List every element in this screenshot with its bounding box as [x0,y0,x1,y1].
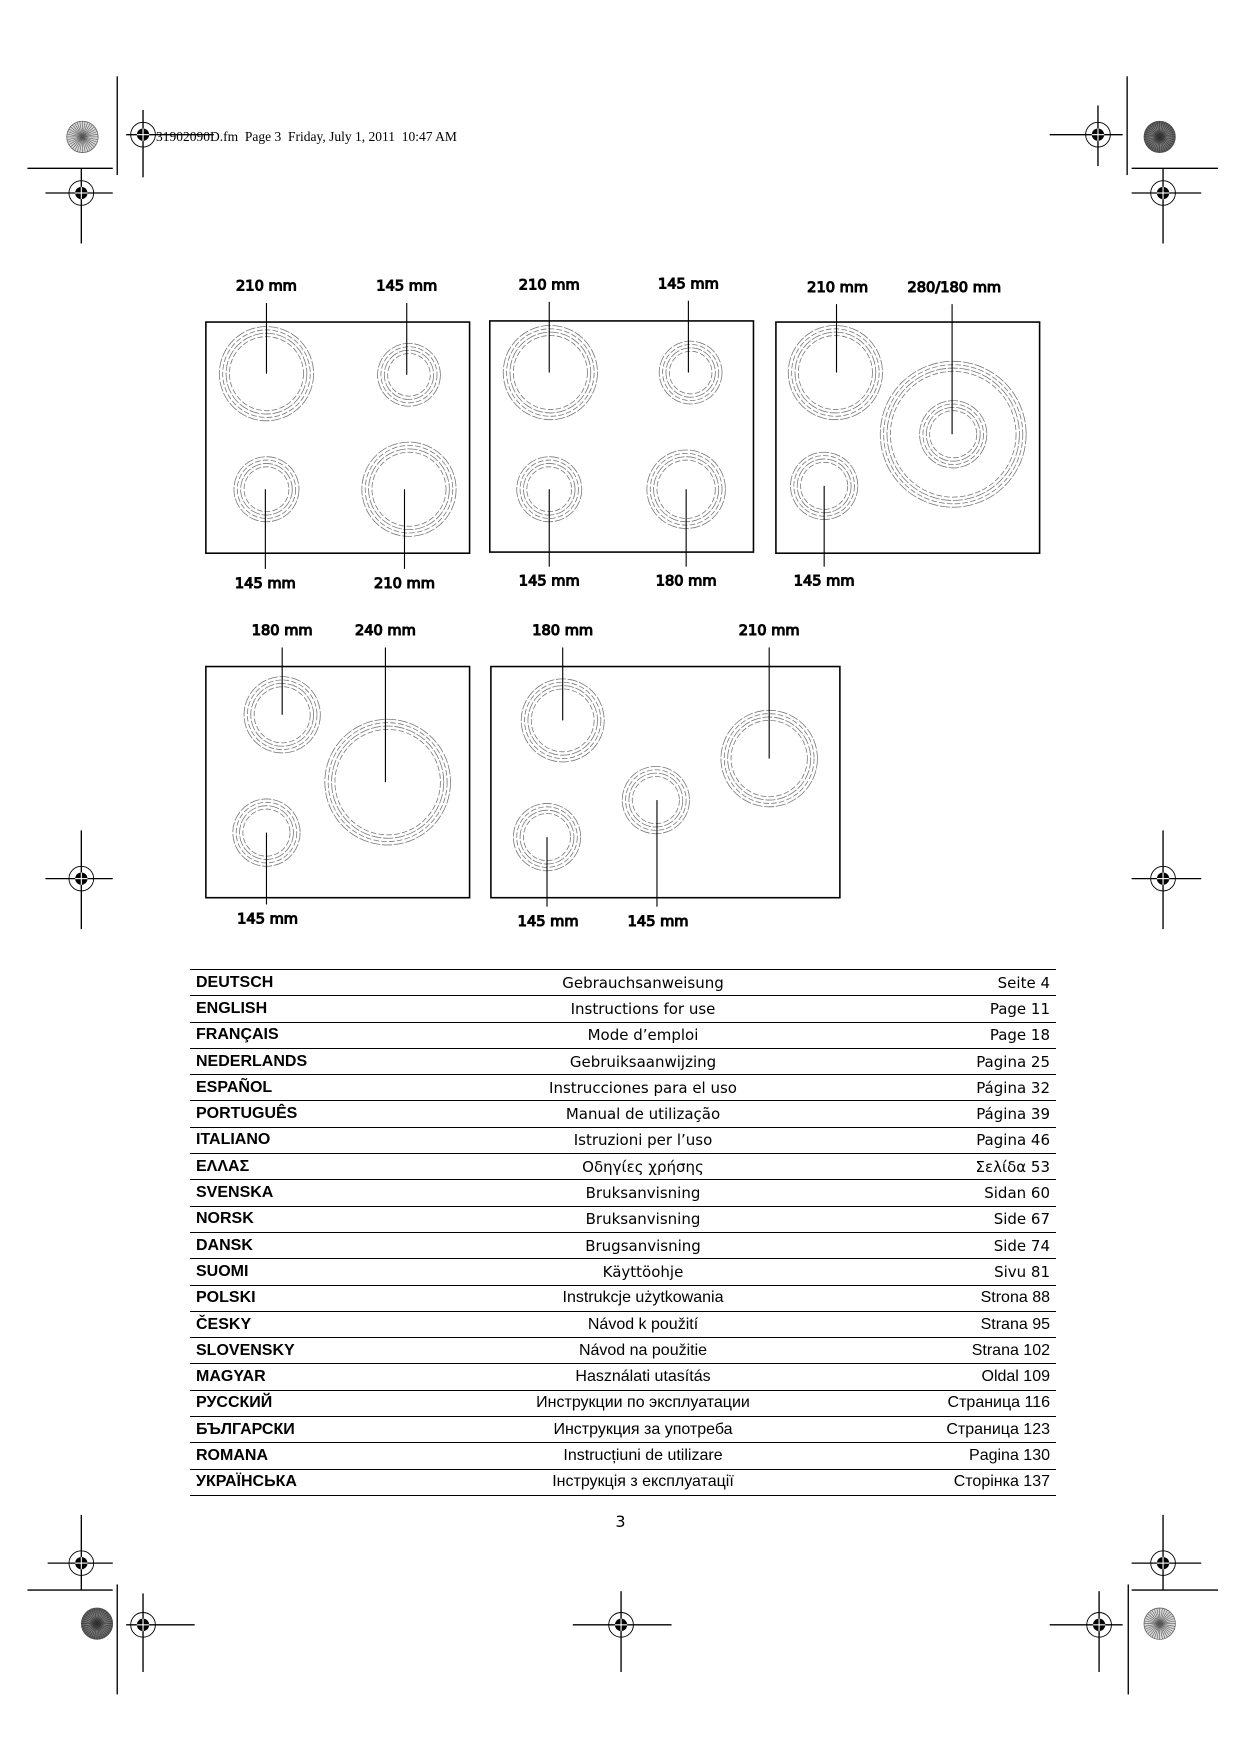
toc-row [190,1101,1056,1127]
hob-outline [491,667,840,898]
toc-row [190,1417,1056,1443]
toc-row [190,1364,1056,1390]
toc-title: Gebruiksaanwijzing [442,1048,844,1074]
toc-row [190,1127,1056,1153]
burner-size-label: 145 mm [793,572,855,590]
toc-row [190,1206,1056,1232]
burner-size-label: 145 mm [376,277,438,295]
burner-zone [647,450,726,590]
toc-row [190,996,1056,1022]
burner-zone [517,457,582,590]
burner-size-label: 180 mm [532,622,594,640]
toc-page-ref: Sivu 81 [844,1259,1056,1285]
toc-row [190,1259,1056,1285]
burner-size-label: 280/180 mm [907,278,1002,296]
toc-language: FRANÇAIS [190,1022,442,1048]
toc-title: Bruksanvisning [442,1180,844,1206]
toc-title: Návod k použití [442,1311,844,1337]
registration-starburst-icon [81,1608,112,1639]
toc-title: Οδηγίες χρήσης [442,1154,844,1180]
toc-language: SLOVENSKY [190,1338,442,1364]
burner-size-label: 145 mm [234,574,296,592]
burner-zone [622,766,689,929]
burner-zone [362,442,456,592]
burner-zone [234,457,299,592]
toc-page-ref: Side 74 [844,1232,1056,1258]
burner-zone [880,279,1026,507]
burner-size-label: 180 mm [655,572,717,590]
toc-row [190,1443,1056,1469]
toc-page-ref: Página 32 [844,1075,1056,1101]
hob-outline [206,322,470,553]
page-number: 3 [615,1512,626,1531]
toc-page-ref: Σελίδα 53 [844,1154,1056,1180]
toc-row [190,1232,1056,1258]
toc-language: ITALIANO [190,1127,442,1153]
toc-page-ref: Strana 102 [844,1338,1056,1364]
burner-size-label: 240 mm [354,622,416,640]
toc-language: БЪЛГАРСКИ [190,1417,442,1443]
toc-title: Инструкция за употреба [442,1417,844,1443]
crosshair-mark-icon [45,830,112,929]
burner-size-label: 210 mm [374,574,435,592]
burner-zone [503,277,597,420]
toc-page-ref: Страница 116 [844,1390,1056,1416]
burner-zone [791,452,858,590]
registration-starburst-icon [1144,121,1175,152]
burner-size-label: 145 mm [657,275,719,293]
toc-page-ref: Página 39 [844,1101,1056,1127]
toc-language: ČESKY [190,1311,442,1337]
toc-language: SVENSKA [190,1180,442,1206]
toc-language: PORTUGUÊS [190,1101,442,1127]
toc-language: SUOMI [190,1259,442,1285]
toc-row [190,1022,1056,1048]
crosshair-mark-icon [1050,105,1123,166]
registration-starburst-icon [1144,1608,1175,1639]
burner-zone [513,803,580,929]
hob-diagram [776,279,1040,590]
toc-title: Instrukcje użytkowania [442,1285,844,1311]
registration-starburst-icon [67,121,98,152]
hob-diagram [206,278,470,592]
toc-page-ref: Сторінка 137 [844,1469,1056,1495]
burner-zone [376,278,440,407]
toc-row [190,1338,1056,1364]
crosshair-mark-icon [1132,830,1202,929]
toc-language: POLSKI [190,1285,442,1311]
toc-language: ROMANA [190,1443,442,1469]
burner-zone [658,275,722,404]
toc-title: Návod na použitie [442,1338,844,1364]
toc-title: Bruksanvisning [442,1206,844,1232]
toc-language: УКРАЇНСЬКА [190,1469,442,1495]
toc-page-ref: Strana 95 [844,1311,1056,1337]
toc-title: Gebrauchsanweisung [442,970,844,996]
toc-title: Instrucțiuni de utilizare [442,1443,844,1469]
toc-page-ref: Pagina 130 [844,1443,1056,1469]
toc-page-ref: Pagina 46 [844,1127,1056,1153]
toc-page-ref: Sidan 60 [844,1180,1056,1206]
burner-zone [244,622,320,753]
crosshair-mark-icon [45,168,112,243]
burner-zone [233,799,300,928]
burner-zone [325,622,451,845]
toc-title: Instructions for use [442,996,844,1022]
burner-zone [788,279,882,420]
crosshair-mark-icon [1132,168,1202,243]
toc-language: ΕΛΛΑΣ [190,1154,442,1180]
hob-outline [206,667,470,898]
toc-page-ref: Oldal 109 [844,1364,1056,1390]
toc-language: MAGYAR [190,1364,442,1390]
toc-row [190,1390,1056,1416]
toc-row [190,1048,1056,1074]
toc-row [190,1075,1056,1101]
crosshair-mark-icon [126,1593,194,1672]
toc-row [190,1180,1056,1206]
burner-size-label: 210 mm [807,278,869,296]
toc-title: Інструкція з експлуатації [442,1469,844,1495]
toc-language: ENGLISH [190,996,442,1022]
hob-diagram [491,622,840,930]
toc-page-ref: Pagina 25 [844,1048,1056,1074]
hob-diagram [490,275,754,589]
toc-language: NEDERLANDS [190,1048,442,1074]
toc-page-ref: Page 11 [844,996,1056,1022]
burner-size-label: 210 mm [518,276,580,294]
toc-page-ref: Strona 88 [844,1285,1056,1311]
toc-page-ref: Seite 4 [844,970,1056,996]
burner-size-label: 145 mm [237,910,299,928]
toc-title: Käyttöohje [442,1259,844,1285]
burner-size-label: 145 mm [518,572,580,590]
toc-title: Brugsanvisning [442,1232,844,1258]
toc-page-ref: Страница 123 [844,1417,1056,1443]
burner-size-label: 210 mm [236,277,297,295]
burner-size-label: 145 mm [627,912,689,930]
burner-zone [219,278,313,421]
toc-row [190,1154,1056,1180]
file-info-header: 31902090D.fm Page 3 Friday, July 1, 2011 10:47 AM [156,129,457,144]
toc-page-ref: Page 18 [844,1022,1056,1048]
toc-title: Istruzioni per l’uso [442,1127,844,1153]
burner-zone [521,622,604,762]
toc-row [190,1469,1056,1495]
toc-row [190,1285,1056,1311]
toc-title: Mode d’emploi [442,1022,844,1048]
toc-language: РУССКИЙ [190,1390,442,1416]
crosshair-mark-icon [1050,1591,1123,1672]
toc-row [190,1311,1056,1337]
toc-language: DANSK [190,1232,442,1258]
toc-language: DEUTSCH [190,970,442,996]
toc-language: ESPAÑOL [190,1075,442,1101]
crosshair-mark-icon [573,1591,672,1672]
toc-title: Használati utasítás [442,1364,844,1390]
language-index-table [190,969,1056,1496]
burner-size-label: 180 mm [251,622,313,640]
toc-title: Инструкции по эксплуатации [442,1390,844,1416]
toc-title: Manual de utilização [442,1101,844,1127]
burner-size-label: 210 mm [738,622,800,640]
toc-title: Instrucciones para el uso [442,1075,844,1101]
burner-size-label: 145 mm [517,912,579,930]
toc-row [190,970,1056,996]
hob-diagram [206,622,470,927]
burner-zone [721,622,818,807]
toc-page-ref: Side 67 [844,1206,1056,1232]
toc-language: NORSK [190,1206,442,1232]
